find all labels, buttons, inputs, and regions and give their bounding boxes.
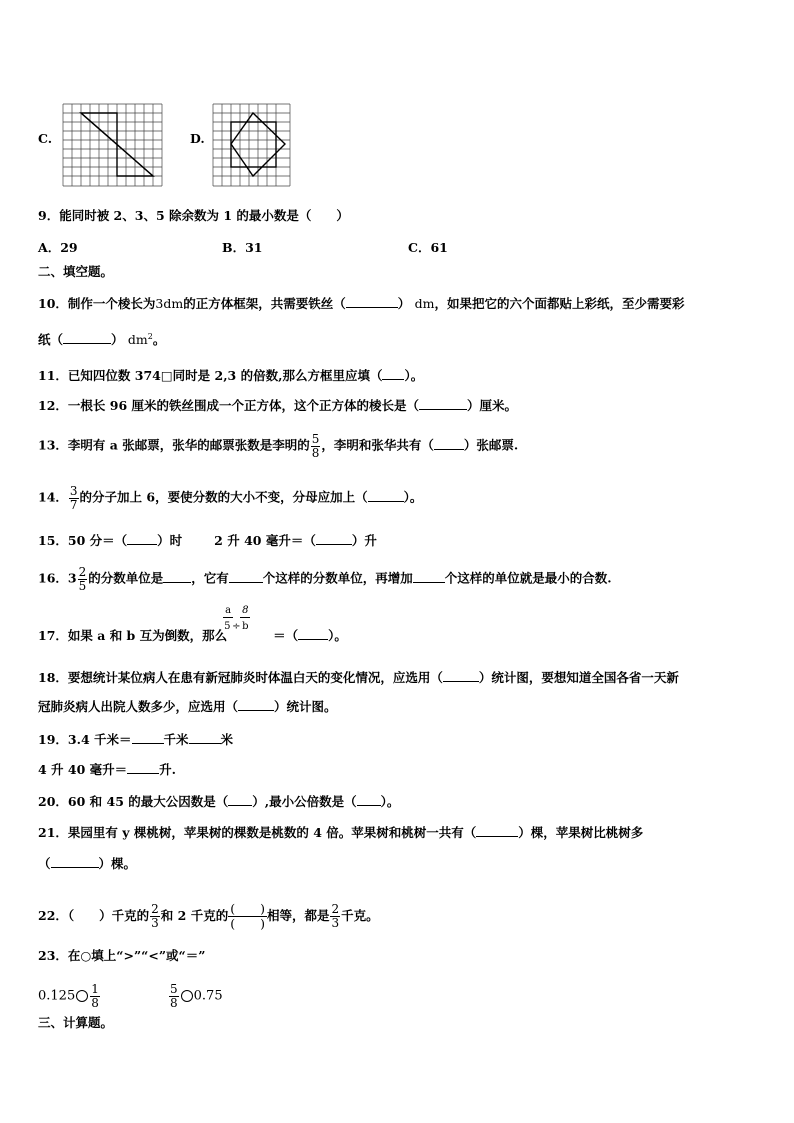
q21-blank-1[interactable] — [476, 825, 518, 837]
q23-right-fraction — [169, 983, 179, 1009]
q19-text-a: 19．3.4 千米＝ — [38, 732, 132, 747]
q23-left-den: 8 — [91, 995, 99, 1010]
q16-text-a: 16．3 — [38, 570, 77, 586]
q21-text-d: ）棵。 — [98, 856, 137, 871]
q10-text-f: ） — [111, 332, 124, 347]
q16-text-e: 个这样的单位就是最小的合数. — [444, 570, 612, 586]
q11-blank[interactable] — [382, 368, 404, 380]
q13-text-a: 13．李明有 a 张邮票，张华的邮票张数是李明的 — [38, 437, 310, 453]
q23-right-decimal: 0.75 — [193, 988, 223, 1004]
q11-text-a: 11．已知四位数 374□同时是 2,3 的倍数,那么方框里应填（ — [38, 368, 383, 383]
q13-text-c: ）张邮票. — [463, 437, 519, 453]
q16-fraction — [78, 566, 88, 592]
q22-blank-den[interactable]: ( ) — [230, 915, 265, 931]
q21-line-2 — [38, 856, 136, 871]
q15-blank-2[interactable] — [316, 533, 352, 545]
q14-text-c: ）。 — [403, 489, 423, 505]
q21-text-c: （ — [38, 856, 51, 871]
q15-text-b: ）时 — [157, 533, 183, 548]
q23-left-decimal: 0.125 — [38, 988, 76, 1004]
q12-text-b: ）厘米。 — [467, 398, 518, 413]
q20-blank-1[interactable] — [228, 794, 252, 806]
q18-text-b: ）统计图，要想知道全国各省一天新 — [478, 670, 679, 685]
q10-text-d: ，如果把它的六个面都贴上彩纸，至少需要彩 — [434, 296, 685, 311]
q19-text-d: 4 升 40 毫升＝ — [38, 762, 128, 777]
q10-text-e: 纸（ — [38, 332, 64, 347]
q11-text-b: ）。 — [404, 368, 424, 383]
option-c-grid-figure — [62, 103, 164, 187]
q13 — [38, 433, 518, 459]
q17-den-5: 5 — [224, 621, 231, 632]
q23-compare-right — [168, 983, 223, 1009]
q18-blank-2[interactable] — [238, 699, 274, 711]
q10-text-a: 10．制作一个棱长为 — [38, 296, 156, 311]
q17-divide: ÷ — [232, 621, 241, 632]
q23-left-fraction — [90, 983, 100, 1009]
q22-text-d: 千克。 — [341, 907, 379, 923]
q23-compare-left — [38, 983, 101, 1009]
q15-text-c: 2 升 40 毫升＝（ — [214, 533, 316, 548]
q10-unit-dm2: dm — [127, 332, 148, 347]
q12-blank[interactable] — [419, 398, 467, 410]
q23-circle-2[interactable] — [181, 990, 193, 1002]
q22-blank-fraction[interactable] — [228, 902, 267, 931]
q16-text-d: 个这样的分数单位，再增加 — [262, 570, 413, 586]
q15 — [38, 533, 377, 548]
q22 — [38, 902, 379, 931]
q19-blank-3[interactable] — [127, 762, 159, 774]
q9-option-c: C．61 — [408, 240, 448, 255]
q19-line-1 — [38, 732, 233, 747]
q23-circle-1[interactable] — [76, 990, 88, 1002]
q16-blank-3[interactable] — [413, 571, 445, 583]
q10-text-c: ） — [397, 296, 411, 311]
q16 — [38, 566, 612, 592]
q23-left-num: 1 — [91, 982, 99, 996]
q17-text-a: 17．如果 a 和 b 互为倒数，那么 — [38, 628, 228, 643]
q10-unit-sup: 2 — [147, 331, 153, 341]
option-d-label: D. — [190, 131, 205, 146]
q19-blank-2[interactable] — [189, 732, 221, 744]
q19-text-b: 千米 — [163, 732, 189, 747]
q9-stem: 9．能同时被 2、3、5 除余数为 1 的最小数是（ ） — [38, 208, 349, 223]
q23-right-num: 5 — [170, 982, 178, 996]
q15-text-d: ）升 — [351, 533, 377, 548]
q10-text-end: 。 — [152, 332, 166, 347]
q22-den-2: 3 — [331, 915, 340, 930]
q14-blank[interactable] — [368, 490, 404, 502]
q20-blank-2[interactable] — [357, 794, 381, 806]
q12-text-a: 12．一根长 96 厘米的铁丝围成一个正方体，这个正方体的棱长是（ — [38, 398, 419, 413]
q22-blank-num[interactable]: ( ) — [230, 901, 265, 916]
q14-den: 7 — [69, 497, 78, 512]
q10-blank-paper[interactable] — [63, 332, 111, 344]
q13-fraction — [311, 433, 321, 459]
q9-option-a: A．29 — [38, 240, 78, 255]
q14-num: 3 — [69, 484, 78, 498]
q17-expression — [224, 605, 273, 640]
q18-text-a: 18．要想统计某位病人在患有新冠肺炎时体温白天的变化情况，应选用（ — [38, 670, 443, 685]
q22-text-a: 22．（ ）千克的 — [38, 907, 150, 923]
q17-text-b: ＝（ — [273, 628, 299, 643]
option-c-label: C. — [38, 131, 53, 146]
q18-blank-1[interactable] — [443, 670, 479, 682]
q22-num-1: 2 — [151, 902, 159, 917]
q21-blank-2[interactable] — [51, 856, 99, 868]
q20 — [38, 794, 399, 809]
q20-text-a: 20．60 和 45 的最大公因数是（ — [38, 794, 229, 809]
q16-text-b: 的分数单位是 — [88, 570, 164, 586]
q14-text-b: 的分子加上 6，要使分数的大小不变，分母应加上（ — [79, 489, 368, 505]
q10-text-b: 的正方体框架，共需要铁丝（ — [183, 296, 346, 311]
q14 — [38, 485, 422, 511]
q19-line-2 — [38, 762, 176, 777]
q21-text-b: ）棵，苹果树比桃树多 — [518, 825, 644, 840]
q12 — [38, 398, 517, 413]
q10-unit-3dm: 3dm — [155, 296, 184, 311]
q17-text-c: ）。 — [328, 628, 347, 643]
q22-text-b: 和 2 千克的 — [160, 907, 229, 923]
q18-line-2 — [38, 699, 337, 714]
q21-text-a: 21．果园里有 y 棵桃树，苹果树的棵数是桃数的 4 倍。苹果树和桃树一共有（ — [38, 825, 477, 840]
q16-den: 5 — [78, 578, 87, 593]
q14-text-a: 14． — [38, 489, 68, 505]
q11 — [38, 368, 423, 383]
q16-num: 2 — [78, 565, 87, 579]
q19-blank-1[interactable] — [132, 732, 164, 744]
q13-text-b: ，李明和张华共有（ — [321, 437, 434, 453]
q23-right-den: 8 — [170, 995, 178, 1010]
q23-stem: 23．在○填上“>”“<”或“＝” — [38, 948, 206, 963]
section-3-title: 三、计算题。 — [38, 1015, 114, 1030]
q22-fraction-2 — [330, 903, 340, 929]
q10-line-2 — [38, 332, 165, 347]
q16-blank-1[interactable] — [163, 571, 191, 583]
q19-text-c: 米 — [220, 732, 234, 747]
q10-line-1 — [38, 296, 684, 311]
q10-blank-wire[interactable] — [346, 296, 398, 308]
q9-option-b: B．31 — [222, 240, 263, 255]
q13-den: 8 — [311, 445, 320, 460]
q13-num: 5 — [311, 432, 320, 446]
q15-blank-1[interactable] — [127, 533, 157, 545]
q20-text-c: ）。 — [380, 794, 400, 809]
q17-den-b: b — [242, 621, 249, 632]
option-d-grid-figure — [212, 103, 292, 187]
q18-text-d: ）统计图。 — [274, 699, 337, 714]
q14-fraction — [69, 485, 79, 511]
q22-text-c: 相等，都是 — [266, 907, 330, 923]
q10-unit-dm: dm — [414, 296, 435, 311]
q13-blank[interactable] — [434, 438, 464, 450]
q18-line-1 — [38, 670, 679, 685]
section-2-title: 二、填空题。 — [38, 264, 114, 279]
q19-text-e: 升. — [159, 762, 177, 777]
q20-text-b: ）,最小公倍数是（ — [252, 794, 357, 809]
q16-text-c: ，它有 — [191, 570, 229, 586]
q22-den-1: 3 — [151, 915, 159, 930]
q22-fraction-1 — [150, 903, 160, 929]
q15-text-a: 15．50 分＝（ — [38, 533, 128, 548]
q18-text-c: 冠肺炎病人出院人数多少，应选用（ — [38, 699, 239, 714]
q22-num-2: 2 — [331, 902, 340, 917]
q17-blank[interactable] — [298, 628, 328, 640]
q17-num-a: a — [225, 605, 232, 616]
q21-line-1 — [38, 825, 643, 840]
q17-num-8: 8 — [242, 605, 249, 616]
q16-blank-2[interactable] — [229, 571, 263, 583]
q17 — [38, 605, 347, 643]
